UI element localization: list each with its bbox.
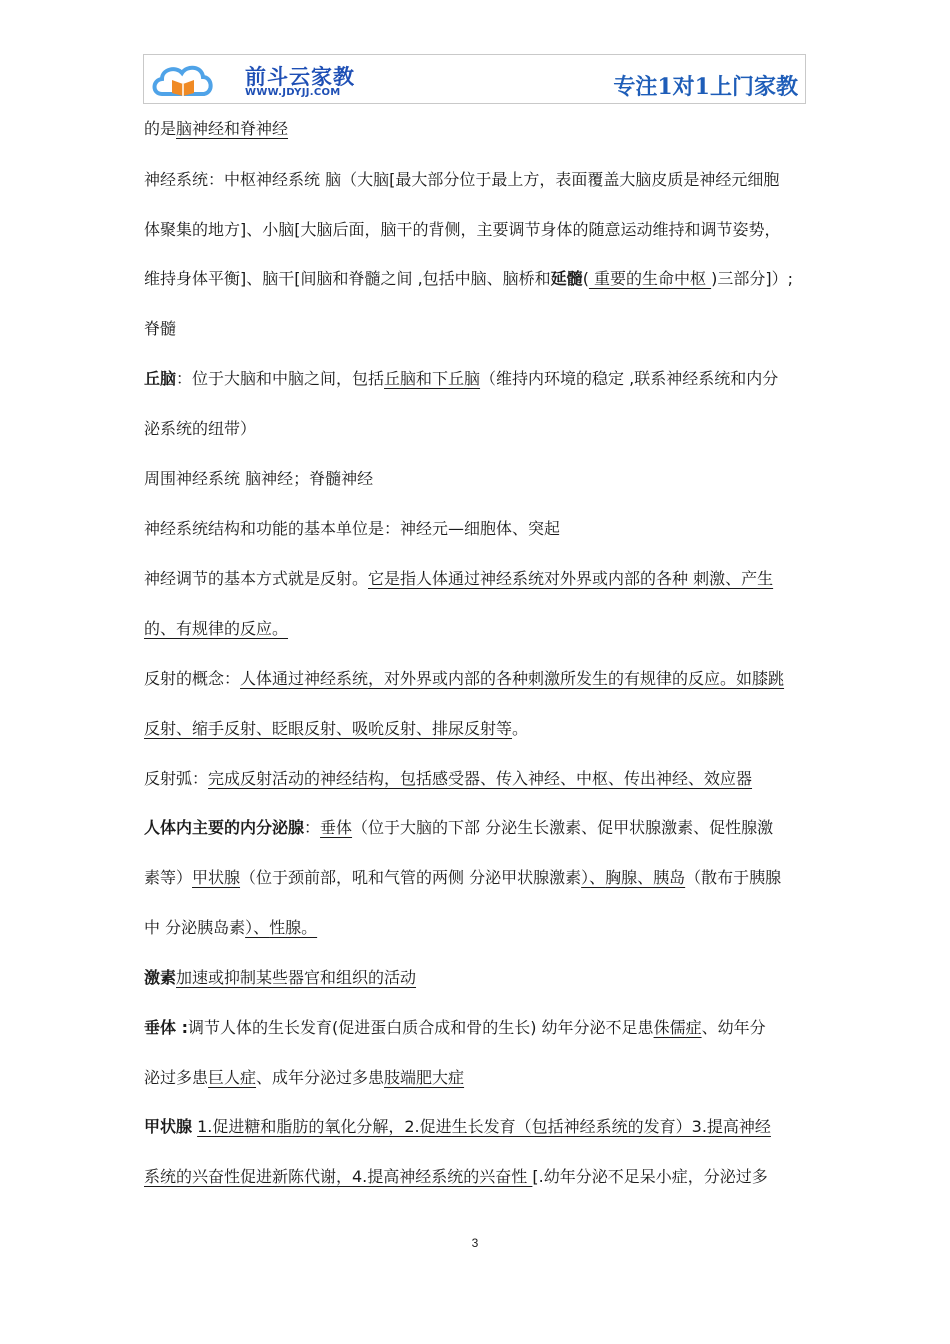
text-segment: 神经调节的基本方式就是反射。: [144, 569, 369, 588]
underlined-text: 反射、缩手反射、眨眼反射、吸吮反射、排尿反射等: [144, 719, 513, 738]
text-line: [144, 769, 752, 789]
text-segment: ：: [304, 818, 321, 837]
text-segment: )三部分]）;: [711, 269, 794, 288]
text-segment: [.幼年分泌不足呆小症，分泌过多: [532, 1167, 768, 1186]
text-segment: 反射弧：: [144, 769, 209, 788]
page-number: 3: [471, 1236, 479, 1250]
text-segment: 神经系统结构和功能的基本单位是：神经元—细胞体、突起: [144, 519, 561, 538]
text-segment: 泌过多患: [144, 1068, 209, 1087]
text-line: [144, 968, 416, 988]
text-segment: ：位于大脑和中脑之间，包括: [176, 369, 385, 388]
logo-url: WWW.JDYJJ.COM: [245, 87, 341, 98]
underlined-text: 巨人症: [208, 1068, 257, 1087]
underlined-text: 系统的兴奋性促进新陈代谢，4.提高神经系统的兴奋性: [144, 1167, 533, 1186]
text-segment: 泌系统的纽带）: [144, 419, 257, 438]
underlined-text: 如膝跳: [736, 669, 785, 688]
bold-term: 人体内主要的内分泌腺: [144, 818, 305, 837]
text-segment: 、幼年分: [701, 1018, 766, 1037]
text-segment: （维持内环境的稳定 ,联系神经系统和内分: [480, 369, 779, 388]
text-segment: （位于颈前部，吼和气管的两侧 分泌甲状腺激素: [240, 868, 582, 887]
text-line: [144, 569, 773, 589]
text-segment: 调节人体的生长发育(促进蛋白质合成和骨的生长) 幼年分泌不足患: [187, 1018, 654, 1037]
text-segment: 脊髓: [144, 319, 177, 338]
bold-term: 激素: [144, 968, 177, 987]
text-segment: 反射的概念：: [144, 669, 241, 688]
text-segment: 。: [512, 719, 529, 738]
underlined-text: 甲状腺: [192, 868, 241, 887]
underlined-text: 侏儒症: [653, 1018, 702, 1037]
text-line: [144, 519, 560, 539]
text-segment: (: [582, 269, 589, 288]
text-line: [144, 818, 773, 838]
underlined-text: 完成反射活动的神经结构，包括感受器、传入神经、中枢、传出神经、效应器: [208, 769, 753, 788]
underlined-text: 重要的生命中枢: [588, 269, 712, 288]
text-line: [144, 419, 256, 439]
underlined-text: 丘脑和下丘脑: [384, 369, 481, 388]
text-segment: 周围神经系统 脑神经；脊髓神经: [144, 469, 374, 488]
bold-term: 甲状腺: [144, 1117, 193, 1136]
text-segment: 维持身体平衡]、脑干[间脑和脊髓之间 ,包括中脑、脑桥和: [144, 269, 551, 288]
text-line: [144, 170, 779, 190]
text-line: [144, 918, 317, 938]
header-slogan: 专注1对1上门家教: [613, 74, 798, 100]
text-line: [144, 619, 288, 639]
text-segment: 中 分泌胰岛素: [144, 918, 246, 937]
bold-term: 垂体 :: [144, 1018, 188, 1037]
text-line: [144, 269, 793, 289]
underlined-text: 垂体: [320, 818, 353, 837]
text-line: [144, 220, 781, 240]
logo-name: 前斗云家教: [245, 65, 355, 89]
text-line: [144, 469, 373, 489]
bold-term: 丘脑: [144, 369, 177, 388]
underlined-text: 肢端肥大症: [384, 1068, 465, 1087]
underlined-text: 1.促进糖和脂肪的氧化分解，2.促进生长发育（包括神经系统的发育）3.提高神经: [197, 1117, 771, 1136]
text-line: [144, 369, 778, 389]
text-line: [144, 868, 781, 888]
underlined-text: 加速或抑制某些器官和组织的活动: [176, 968, 417, 987]
underlined-text: 性腺。: [269, 918, 318, 937]
underlined-text: 它是指人体通过神经系统对外界或内部的各种 刺激、产生: [368, 569, 774, 588]
text-line: [144, 1068, 464, 1088]
text-segment: 、成年分泌过多患: [256, 1068, 385, 1087]
underlined-text: ）、: [581, 868, 606, 887]
text-line: [144, 319, 176, 339]
text-segment: 素等）: [144, 868, 193, 887]
underlined-text: 胸腺、胰岛: [605, 868, 686, 887]
text-line: [144, 719, 528, 739]
text-segment: （位于大脑的下部 分泌生长激素、促甲状腺激素、促性腺激: [352, 818, 774, 837]
bold-term: 延髓: [550, 269, 583, 288]
text-segment: （散布于胰腺: [685, 868, 782, 887]
underlined-text: 人体通过神经系统，对外界或内部的各种刺激所发生的有规律的反应。: [240, 669, 737, 688]
text-line: [144, 1167, 768, 1187]
text-segment: 的是: [144, 119, 177, 138]
text-segment: 体聚集的地方]、小脑[大脑后面，脑干的背侧，主要调节身体的随意运动维持和调节姿势，: [144, 220, 781, 239]
underlined-text: 脑神经和脊神经: [176, 119, 289, 138]
text-line: [144, 669, 784, 689]
text-line: [144, 1117, 771, 1137]
text-line: [144, 119, 288, 139]
underlined-text: ）、: [245, 918, 270, 937]
underlined-text: 的、有规律的反应。: [144, 619, 289, 638]
text-line: [144, 1018, 766, 1038]
text-segment: 神经系统：中枢神经系统 脑（大脑[最大部分位于最上方，表面覆盖大脑皮质是神经元细胞: [144, 170, 780, 189]
